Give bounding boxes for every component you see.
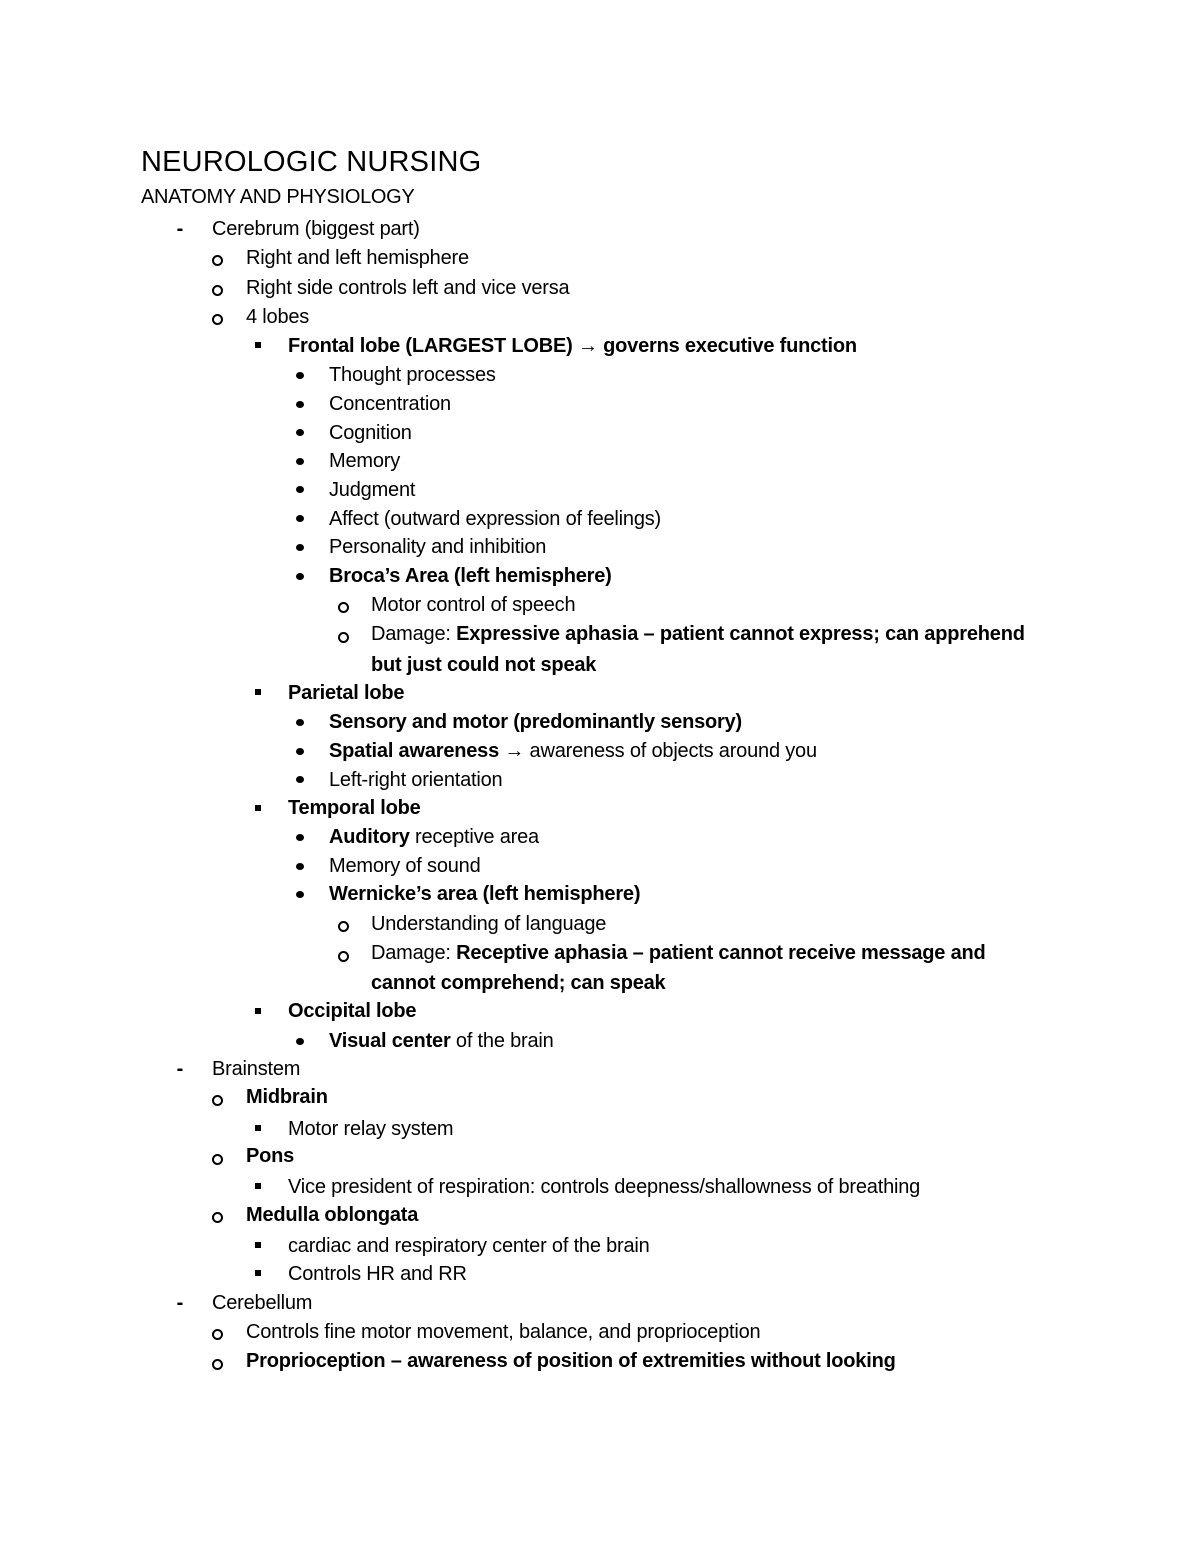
circle-bullet xyxy=(338,951,349,962)
square-bullet xyxy=(255,689,261,695)
list-item: Right side controls left and vice versa xyxy=(246,277,570,299)
circle-bullet xyxy=(212,1212,223,1223)
list-item: Understanding of language xyxy=(371,913,607,935)
list-item-pons: Pons xyxy=(246,1145,295,1167)
list-item: Vice president of respiration: controls deepness/shallowness of breathing xyxy=(288,1176,921,1198)
dot-bullet xyxy=(296,719,304,726)
circle-bullet xyxy=(338,632,349,643)
list-item: cardiac and respiratory center of the brain xyxy=(288,1235,650,1257)
list-item: Motor relay system xyxy=(288,1118,454,1140)
dot-bullet xyxy=(296,429,304,436)
dot-bullet xyxy=(296,748,304,755)
spatial-awareness-description: awareness of objects around you xyxy=(524,740,817,762)
list-item: Motor control of speech xyxy=(371,594,576,616)
list-item-wernickes-area: Wernicke’s area (left hemisphere) xyxy=(329,883,641,905)
list-item: Concentration xyxy=(329,393,451,415)
visual-center-label: Visual center xyxy=(329,1030,451,1052)
list-item-parietal-lobe: Parietal lobe xyxy=(288,682,405,704)
list-item-cerebrum: Cerebrum (biggest part) xyxy=(212,218,420,240)
circle-bullet xyxy=(212,255,223,266)
list-item: Thought processes xyxy=(329,364,496,386)
dot-bullet xyxy=(296,515,304,522)
document-title: NEUROLOGIC NURSING xyxy=(141,146,482,178)
list-item-continuation: but just could not speak xyxy=(371,654,597,676)
list-item: Controls fine motor movement, balance, and proprioception xyxy=(246,1321,761,1343)
circle-bullet xyxy=(212,314,223,325)
circle-bullet xyxy=(212,1329,223,1340)
square-bullet xyxy=(255,1008,261,1014)
arrow-icon: → xyxy=(504,740,525,762)
list-item: Cognition xyxy=(329,422,412,444)
list-item-proprioception: Proprioception – awareness of position of extremities without looking xyxy=(246,1350,896,1372)
square-bullet xyxy=(255,1242,261,1248)
receptive-aphasia-text: Receptive aphasia – patient cannot receive message and xyxy=(456,942,986,964)
list-item-broca-damage xyxy=(371,622,1025,646)
square-bullet xyxy=(255,1125,261,1131)
list-item-brocas-area: Broca’s Area (left hemisphere) xyxy=(329,565,612,587)
dot-bullet xyxy=(296,1038,304,1045)
list-item-frontal-lobe xyxy=(288,334,857,358)
arrow-icon: → xyxy=(577,335,598,357)
list-item: Memory of sound xyxy=(329,855,481,877)
list-item: Memory xyxy=(329,450,401,472)
square-bullet xyxy=(255,342,261,348)
dot-bullet xyxy=(296,458,304,465)
frontal-lobe-label: Frontal lobe (LARGEST LOBE) xyxy=(288,335,578,357)
square-bullet xyxy=(255,1270,261,1276)
list-item: Right and left hemisphere xyxy=(246,247,469,269)
circle-bullet xyxy=(212,1154,223,1165)
list-item: Judgment xyxy=(329,479,416,501)
auditory-label: Auditory xyxy=(329,826,410,848)
list-item: Controls HR and RR xyxy=(288,1263,467,1285)
expressive-aphasia-text: Expressive aphasia – patient cannot express; can apprehend xyxy=(456,623,1025,645)
list-item: Personality and inhibition xyxy=(329,536,547,558)
list-item-medulla-oblongata: Medulla oblongata xyxy=(246,1204,419,1226)
dot-bullet xyxy=(296,486,304,493)
dot-bullet xyxy=(296,776,304,783)
square-bullet xyxy=(255,805,261,811)
list-item-wernicke-damage xyxy=(371,941,986,965)
dash-bullet: - xyxy=(176,1292,184,1314)
list-item: Left-right orientation xyxy=(329,769,503,791)
dot-bullet xyxy=(296,401,304,408)
circle-bullet xyxy=(212,285,223,296)
visual-center-description: of the brain xyxy=(450,1030,554,1052)
list-item-temporal-lobe: Temporal lobe xyxy=(288,797,421,819)
list-item-occipital-lobe: Occipital lobe xyxy=(288,1000,417,1022)
damage-label: Damage: xyxy=(371,623,457,645)
list-item-continuation: cannot comprehend; can speak xyxy=(371,972,666,994)
list-item-cerebellum: Cerebellum xyxy=(212,1292,313,1314)
circle-bullet xyxy=(212,1095,223,1106)
list-item-visual-center xyxy=(329,1029,554,1053)
auditory-description: receptive area xyxy=(409,826,539,848)
dot-bullet xyxy=(296,834,304,841)
list-item: Affect (outward expression of feelings) xyxy=(329,508,662,530)
section-heading: ANATOMY AND PHYSIOLOGY xyxy=(141,186,415,208)
square-bullet xyxy=(255,1183,261,1189)
circle-bullet xyxy=(338,921,349,932)
list-item-midbrain: Midbrain xyxy=(246,1086,328,1108)
dot-bullet xyxy=(296,544,304,551)
circle-bullet xyxy=(338,602,349,613)
damage-label: Damage: xyxy=(371,942,457,964)
dot-bullet xyxy=(296,863,304,870)
dot-bullet xyxy=(296,573,304,580)
dash-bullet: - xyxy=(176,218,184,240)
list-item: 4 lobes xyxy=(246,306,310,328)
dot-bullet xyxy=(296,372,304,379)
spatial-awareness-label: Spatial awareness xyxy=(329,740,505,762)
circle-bullet xyxy=(212,1359,223,1370)
list-item-spatial-awareness xyxy=(329,739,817,763)
list-item-auditory xyxy=(329,825,539,849)
list-item-brainstem: Brainstem xyxy=(212,1058,301,1080)
frontal-lobe-function: governs executive function xyxy=(597,335,857,357)
list-item: Sensory and motor (predominantly sensory) xyxy=(329,711,742,733)
dot-bullet xyxy=(296,891,304,898)
dash-bullet: - xyxy=(176,1058,184,1080)
